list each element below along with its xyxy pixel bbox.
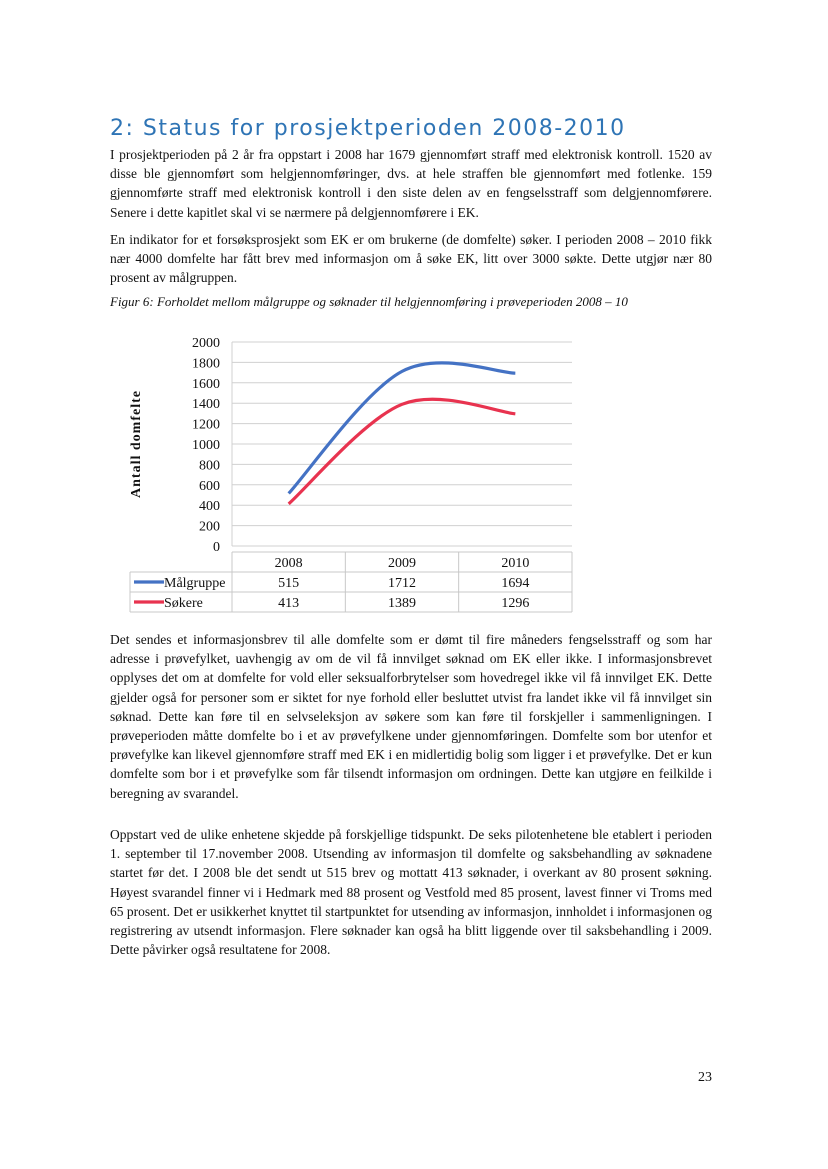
paragraph-3: Det sendes et informasjonsbrev til alle domfelte som er dømt til fire måneders fengselsstraff og som har adresse i prøvefylket, uavhengig av om de vil få innvilget søknad om EK eller ikke. I informasjonsbrevet opplyses det om at domfelte for vold eller seksualforbrytelser som hovedregel ikke vil få innvilget EK. Dette gjelder også for personer som er siktet for nye forhold eller besluttet utvist fra landet ikke vil få innvilget sin søknad. Dette kan føre til en selvseleksjon av søkere som kan føre til forskjeller i sammenligningen. I prøveperioden måtte domfelte bo i et av prøvefylkene under gjennomføringen. Domfelte som bor utenfor et prøvefylke kan likevel gjennomføre straff med EK i en midlertidig bolig som ligger i et prøvefylke. Det er kun domfelte som bor i et prøvefylke som får tilsendt informasjon om ordningen. Dette kan utgjøre en feilkilde i beregning av svarandel. bbox=[110, 632, 712, 801]
x-category-label: 2010 bbox=[501, 556, 530, 571]
page-number: 23 bbox=[698, 1070, 712, 1085]
data-label: 1694 bbox=[501, 576, 530, 591]
y-tick-label: 600 bbox=[199, 478, 220, 494]
y-tick-label: 1400 bbox=[192, 397, 220, 413]
y-tick-label: 800 bbox=[199, 458, 220, 474]
chart-container bbox=[120, 330, 580, 620]
y-tick-label: 1000 bbox=[192, 438, 220, 453]
figure-caption: Figur 6: Forholdet mellom målgruppe og søknader til helgjennomføring i prøveperioden 2008 – 10 bbox=[110, 294, 628, 309]
y-tick-label: 1800 bbox=[192, 356, 220, 372]
data-label: 1389 bbox=[388, 596, 416, 611]
paragraph-2: En indikator for et forsøksprosjekt som EK er om brukerne (de domfelte) søker. I perioden 2008 – 2010 fikk nær 4000 domfelte har fått brev med informasjon om å søke EK, litt over 3000 søkte. Dette utgjør nær 80 prosent av målgruppen. bbox=[110, 232, 712, 286]
y-tick-label: 200 bbox=[199, 519, 220, 535]
paragraph-1: I prosjektperioden på 2 år fra oppstart i 2008 har 1679 gjennomført straff med elektronisk kontroll. 1520 av disse ble gjennomført som helgjennomføringer, dvs. at hele straffen ble gjennomført med fotlenke. 159 gjennomførte straff med elektronisk kontroll i den siste delen av en fengselsstraff som delgjennomførere. Senere i dette kapitlet skal vi se nærmere på delgjennomførere i EK. bbox=[110, 147, 712, 220]
y-tick-label: 1200 bbox=[192, 417, 220, 433]
y-axis-title: Antall domfelte bbox=[129, 390, 144, 498]
data-label: 1712 bbox=[388, 576, 416, 591]
x-category-label: 2008 bbox=[274, 556, 303, 571]
x-category-label: 2009 bbox=[388, 556, 416, 571]
legend-label: Målgruppe bbox=[164, 576, 226, 591]
y-tick-label: 2000 bbox=[192, 336, 220, 351]
y-tick-label: 1600 bbox=[192, 376, 220, 392]
section-title: 2: Status for prosjektperioden 2008-2010 bbox=[110, 116, 626, 141]
y-tick-label: 400 bbox=[199, 499, 220, 515]
legend-label: Søkere bbox=[164, 596, 203, 611]
data-label: 1296 bbox=[501, 596, 530, 611]
data-label: 515 bbox=[278, 576, 300, 591]
data-label: 413 bbox=[278, 596, 300, 611]
y-tick-label: 0 bbox=[213, 540, 220, 555]
paragraph-4: Oppstart ved de ulike enhetene skjedde på forskjellige tidspunkt. De seks pilotenhetene ble etablert i perioden 1. september til 17.november 2008. Utsending av informasjon til domfelte og saksbehandling av søknadene startet før det. I 2008 ble det sendt ut 515 brev og mottatt 413 søknader, i overkant av 80 prosent søkning. Høyest svarandel finner vi i Hedmark med 88 prosent og Vestfold med 85 prosent, lavest finner vi Troms med 65 prosent. Det er usikkerhet knyttet til startpunktet for utsending av informasjon, innholdet i informasjonen og registrering av utsendt informasjon. Flere søknader kan også ha blitt liggende over til saksbehandling i 2009. Dette påvirker også resultatene for 2008. bbox=[110, 827, 712, 958]
line-chart bbox=[120, 330, 580, 620]
